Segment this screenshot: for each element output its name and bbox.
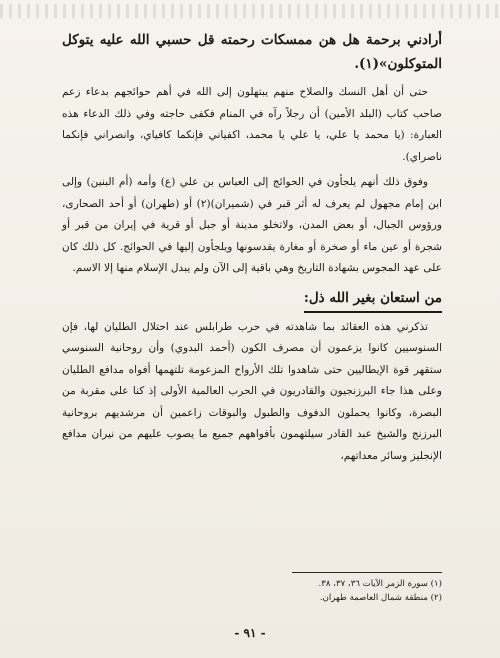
paragraph-1: حتى أن أهل النسك والصلاح منهم يبتهلون إلى الله في أهم حوائجهم بدعاء زعم صاحب كتاب (البلد الأمين) أن رجلاً رآه في المنام فكفى حاجته وفي ذلك الدعاء هذه العبارة: (يا محمد يا علي، يا علي يا محمد، اكفياني فإنكما كافياي، وانصراني فإنكما ناصراي). bbox=[62, 86, 442, 163]
page-number: - ٩١ - bbox=[234, 626, 266, 640]
section-heading: من استعان بغير الله ذل: bbox=[304, 286, 442, 313]
footnote-2: (٢) منطقة شمال العاصمة طهران. bbox=[319, 593, 442, 603]
main-text bbox=[62, 28, 442, 467]
paragraph-2: وفوق ذلك أنهم يلجأون في الحوائج إلى العباس بن علي (ع) وأمه (أم البنين) وإلى ابن إمام مجهول لم يعرف له أثر قبر في (شميران)(٢) أو (طهران) أو أحد الصحارى، ورؤوس الجبال، أو بعض المدن، ولاتخلو مدينة أو جبل أو قرية في إيران من قبر أو شجرة أو عين ماء أو صخرة أو مغارة يقدسونها ويلجأون إليها في الحوائج. كل ذلك كان على عهد المجوس بشهادة التاريخ وهي باقية إلى الآن ولم يبدل الإسلام منها إلا الاسم. bbox=[62, 176, 442, 274]
quranic-verse: أرادني برحمة هل هن ممسكات رحمته قل حسبي الله عليه يتوكل المتوكلون»(١). bbox=[62, 32, 442, 72]
section-heading-wrap bbox=[62, 280, 442, 317]
section-paragraph: تذكرني هذه العقائد بما شاهدته في حرب طرابلس عند احتلال الطليان لها، فإن السنوسيين كانوا يزعمون أن مصرف الكون (أحمد البدوي) وأن روحانية السنوسي ستقهر قوة الإيطاليين حتى شاهدوا تلك الأرواح المزعومة تلتهمها أفواه مدافع الطليان وعلى هذا جاء البرزنجيون والقادريون في الحرب العالمية الأولى إذ كنا على مقربة من البصرة، وكانوا يحملون الدفوف والطبول والبوقات زاعمين أن مرشديهم بروحانية البرزنج والشيخ عبد القادر سيلتهمون بأفواههم جميع ما يصوب عليهم من نيران مدافع الإنجليز وسائر معداتهم، bbox=[62, 320, 442, 462]
show-through-top bbox=[0, 4, 500, 18]
footnotes bbox=[62, 572, 442, 605]
footnote-1: (١) سورة الزمر الآيات ٣٦، ٣٧، ٣٨. bbox=[318, 579, 442, 589]
footnote-rule bbox=[292, 572, 442, 573]
